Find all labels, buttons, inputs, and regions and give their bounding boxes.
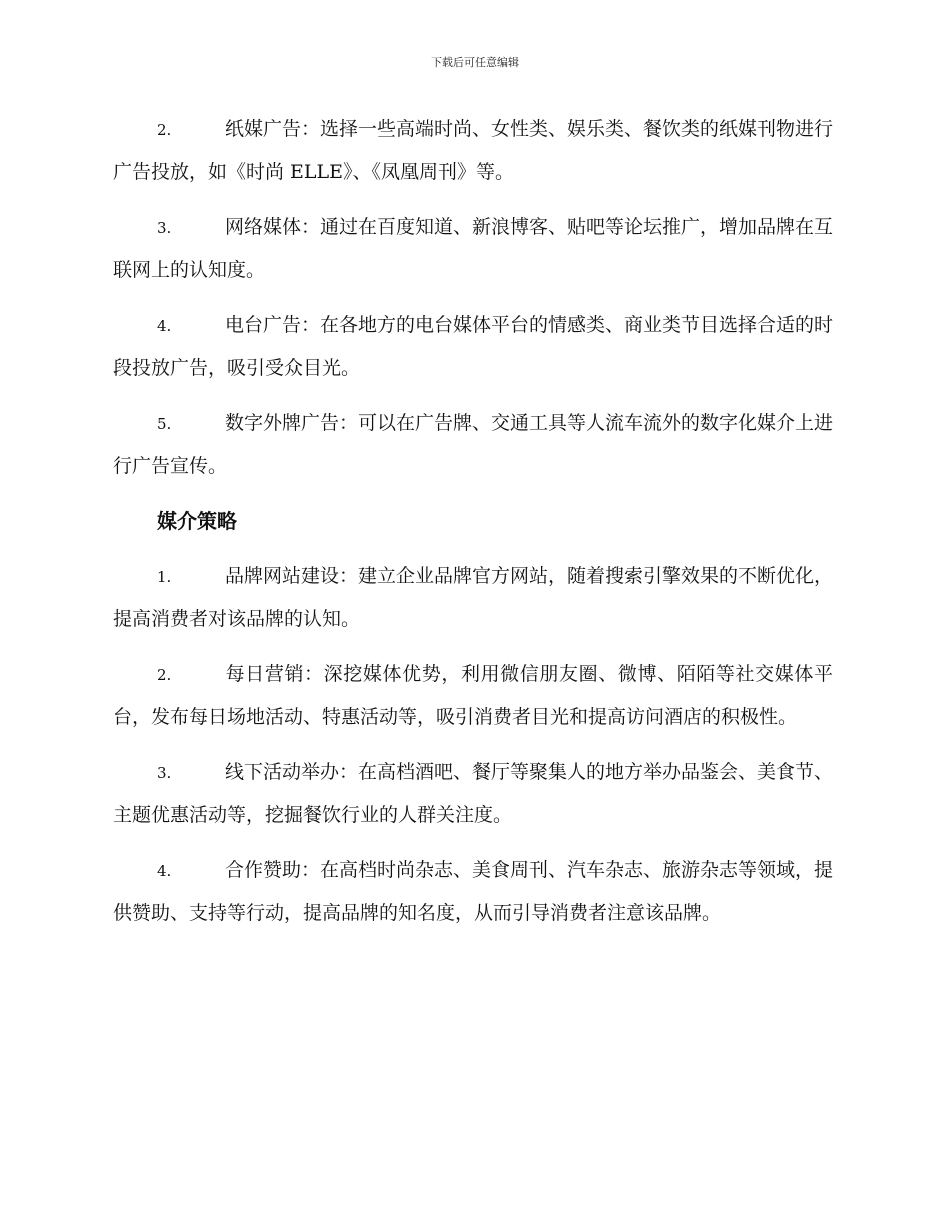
item-text: 品牌网站建设：建立企业品牌官方网站，随着搜索引擎效果的不断优化，提高消费者对该品牌的认知。 (113, 565, 834, 630)
item-text: 电台广告：在各地方的电台媒体平台的情感类、商业类节目选择合适的时段投放广告，吸引受众目光。 (113, 314, 834, 379)
list-item (113, 108, 833, 193)
item-number: 2. (157, 666, 172, 684)
item-number: 3. (157, 219, 172, 237)
list-item (113, 653, 833, 738)
item-text: 纸媒广告：选择一些高端时尚、女性类、娱乐类、餐饮类的纸媒刊物进行广告投放，如《时尚 ELLE》、《凤凰周刊》等。 (113, 118, 834, 183)
item-number: 2. (157, 121, 172, 139)
item-text: 数字外牌广告：可以在广告牌、交通工具等人流车流外的数字化媒介上进行广告宣传。 (113, 412, 834, 477)
item-text: 网络媒体：通过在百度知道、新浪博客、贴吧等论坛推广，增加品牌在互联网上的认知度。 (113, 216, 834, 281)
list-item (113, 849, 833, 934)
item-text: 线下活动举办：在高档酒吧、餐厅等聚集人的地方举办品鉴会、美食节、主题优惠活动等，挖掘餐饮行业的人群关注度。 (113, 761, 834, 826)
section-heading: 媒介策略 (157, 509, 237, 533)
document-body (113, 108, 833, 947)
list-item (113, 304, 833, 389)
item-text: 合作赞助：在高档时尚杂志、美食周刊、汽车杂志、旅游杂志等领域，提供赞助、支持等行动，提高品牌的知名度，从而引导消费者注意该品牌。 (113, 859, 834, 924)
list-item (113, 555, 833, 640)
item-number: 3. (157, 764, 172, 782)
item-number: 5. (157, 415, 172, 433)
list-item (113, 206, 833, 291)
list-item (113, 402, 833, 487)
page-header: 下载后可任意编辑 (431, 56, 519, 69)
item-text: 每日营销：深挖媒体优势，利用微信朋友圈、微博、陌陌等社交媒体平台，发布每日场地活动、特惠活动等，吸引消费者目光和提高访问酒店的积极性。 (113, 663, 833, 728)
item-number: 4. (157, 862, 172, 880)
list-item (113, 751, 833, 836)
item-number: 1. (157, 568, 172, 586)
item-number: 4. (157, 317, 172, 335)
